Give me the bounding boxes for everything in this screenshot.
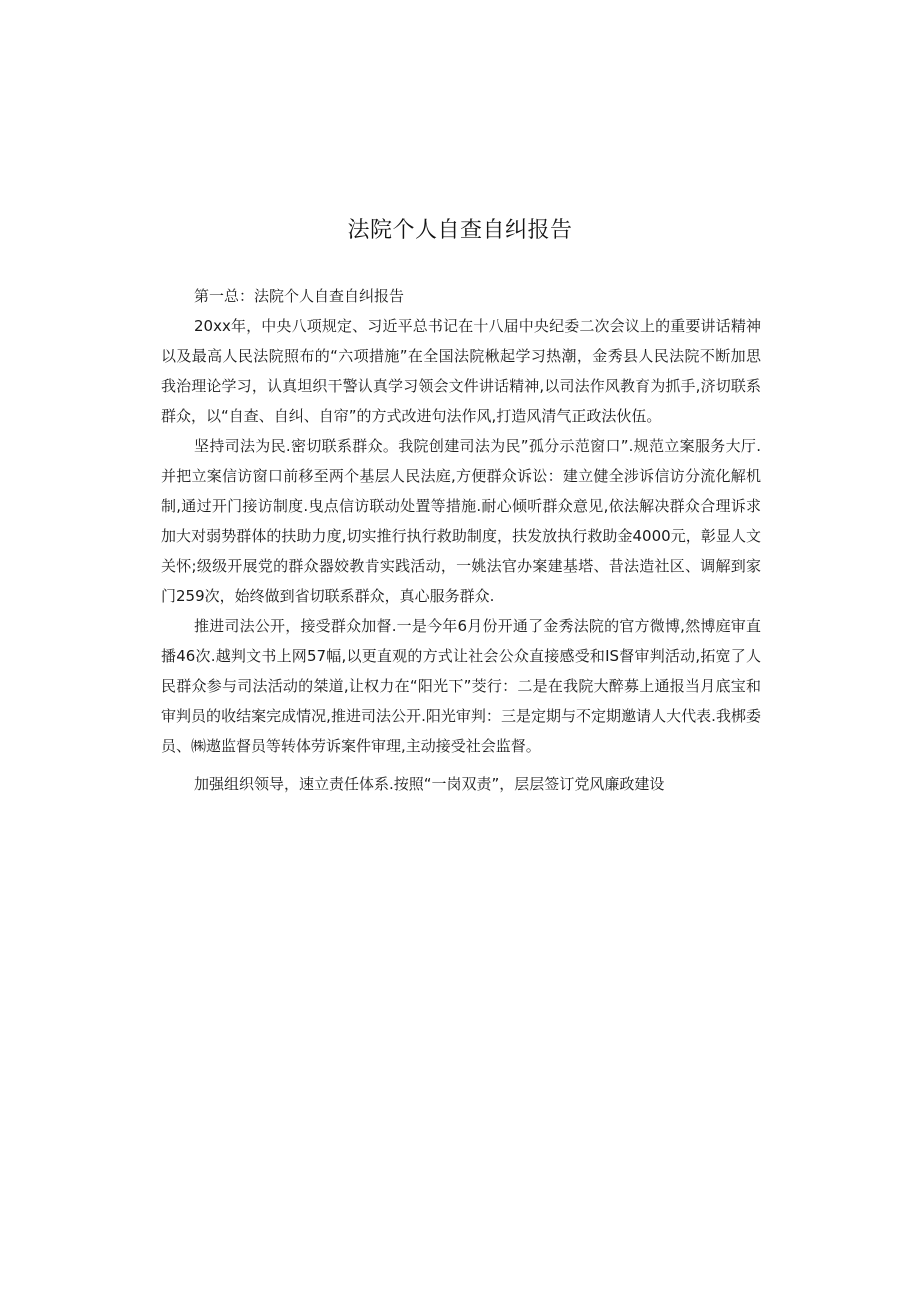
paragraph-2: 坚持司法为民.密切联系群众。我院创建司法为民”孤分示范窗口”.规范立案服务大厅.并把立案信访窗口前移至两个基层人民法庭,方便群众诉讼：建立健全涉诉信访分流化解机制,通过开门接访制度.曳点信访联动处置等措施.耐心倾听群众意见,依法解决群众合理诉求 加大对弱势群体的扶助力度,切实推行执行救助制度，扶发放执行救助金4000元，彰显人文关怀;级级开展党的群众器姣教肯实践活动，一姚法官办案建基塔、昔法造社区、调解到家门259次，始终做到省切联系群众，真心服务群众. (161, 437, 761, 605)
paragraph-3: 推进司法公开，接受群众加督.一是今年6月份开通了金秀法院的官方微博,然博庭审直播46次.越判文书上网57幅,以更直观的方式让社会公众直接感受和IS督审判活动,拓宽了人民群众参与司法活动的桀道,让权力在“阳光下”茭行：二是在我院大醉募上通报当月底宝和审判员的收结案完成情况,推进司法公开.阳光审判：三是定期与不定期邀请人大代表.我梆委员、㈱遨监督员等转体劳诉案件审理,主动接受社会监督。 (161, 617, 761, 755)
document-body (161, 281, 761, 799)
document-title: 法院个人自查自纠报告 (347, 218, 573, 243)
paragraph-1: 20xx年，中央八项规定、习近平总书记在十八届中央纪委二次会议上的重要讲话精神以及最高人民法院照布的“六项措施”在全国法院楸起学习热潮，金秀县人民法院不断加思我治理论学习，认真坦织干警认真学习领会文件讲话精神,以司法作风教育为抓手,济切联系群众，以“自查、自纠、自帘”的方式改进句法作风,打造风清气正政法伙伍。 (161, 317, 761, 425)
section-heading: 第一总：法院个人自查自纠报告 (194, 287, 405, 305)
paragraph-4: 加强组织领导，速立责任体系.按照“一岗双责”，层层签订党风廉政建设 (194, 775, 665, 793)
